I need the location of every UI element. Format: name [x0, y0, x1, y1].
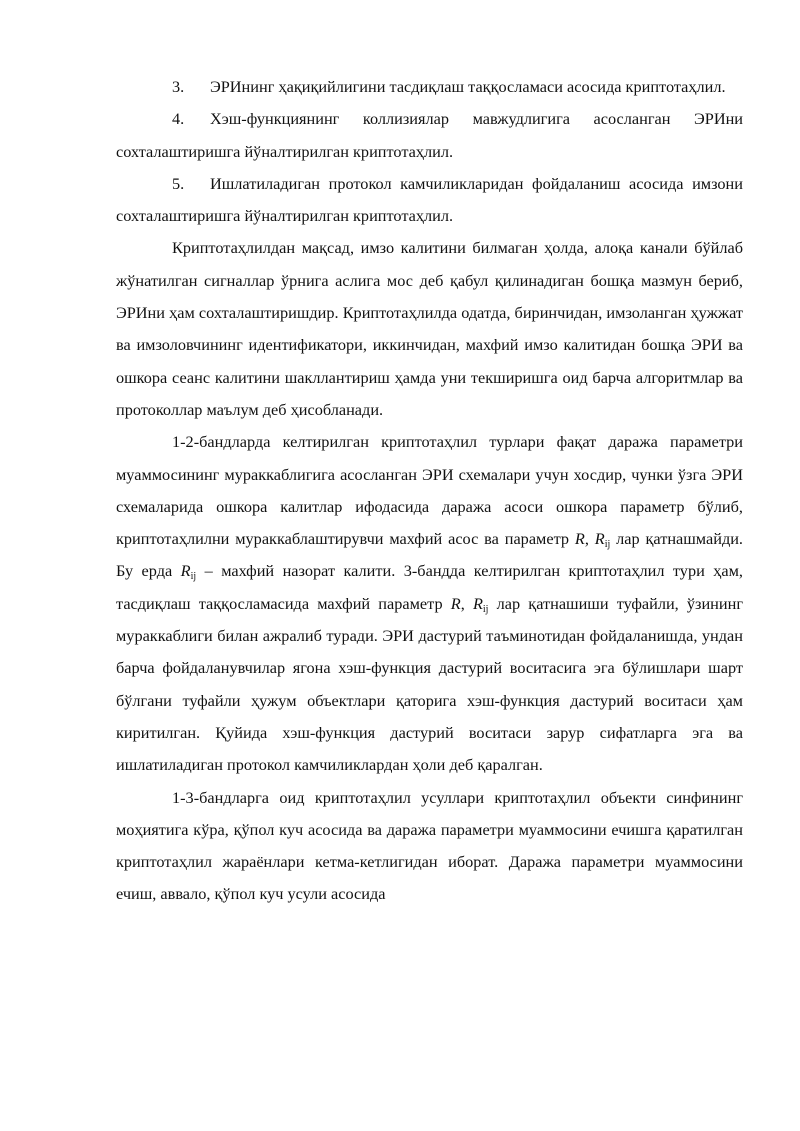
text-run: 1-2-бандларда келтирилган криптотаҳлил турлари фақат даража параметри муаммосининг мураккаблигига асосланган ЭРИ схемалари учун хосдир, чунки ўзга ЭРИ схемаларида ошкора калитлар ифодасида даража асоси ошкора параметр бўлиб, криптотаҳлилни мураккаблаштирувчи махфий асос ва параметр — [116, 432, 743, 549]
list-number: 3. — [172, 77, 185, 96]
subscript-ij: ij — [482, 603, 489, 615]
list-text: ЭРИнинг ҳақиқийлигини тасдиқлаш таққосламаси асосида криптотаҳлил. — [210, 77, 726, 96]
paragraph-cryptanalysis-goal: Криптотаҳлилдан мақсад, имзо калитини билмаган ҳолда, алоқа канали бўйлаб жўнатилган сигналлар ўрнига аслига мос деб қабул қилинадиган бошқа мазмун бериб, ЭРИни ҳам сохталаштиришдир. Криптотаҳлилда одатда, биринчидан, имзоланган ҳужжат ва имзоловчининг идентификатори, иккинчидан, махфий имзо калитидан бошқа ЭРИ ва ошкора сеанс калитини шакллантириш ҳамда уни текширишга оид барча алгоритмлар ва протоколлар маълум деб ҳисобланади. — [116, 238, 743, 419]
variable-r: R — [472, 593, 483, 613]
paragraph-attack-types — [116, 426, 743, 781]
list-number: 4. — [172, 109, 185, 129]
list-item-3 — [116, 71, 743, 103]
list-number: 5. — [172, 173, 185, 193]
variable-r: R — [450, 593, 461, 613]
list-text: Хэш-функциянинг коллизиялар мавжудлигига асосланган ЭРИни сохталаштиришга йўналтирилган криптотаҳлил. — [116, 109, 743, 161]
document-page — [116, 71, 743, 911]
text-run: , — [460, 593, 473, 613]
list-text: Ишлатиладиган протокол камчиликларидан фойдаланиш асосида имзони сохталаштиришга йўналтирилган криптотаҳлил. — [116, 173, 743, 226]
list-item-5 — [116, 168, 743, 233]
text-run: , — [584, 529, 595, 549]
subscript-ij: ij — [604, 539, 611, 551]
text-run: – махфий назорат калити. 3-бандда келтирилган криптотаҳлил тури ҳам, тасдиқлаш таққосламасида махфий параметр — [116, 561, 743, 613]
variable-r: R — [574, 529, 585, 549]
text-run: лар қатнашмайди. Бу ерда — [116, 529, 744, 581]
variable-r: R — [594, 529, 605, 549]
variable-r: R — [180, 561, 191, 581]
list-item-4 — [116, 103, 743, 168]
subscript-ij: ij — [190, 571, 197, 583]
text-run: лар қатнашиши туфайли, ўзининг мураккаблиги билан ажралиб туради. ЭРИ дастурий таъминотидан фойдаланишда, ундан барча фойдаланувчилар ягона хэш-функция дастурий воситасига эга бўлишлари шарт бўлгани туфайли ҳужум объектлари қаторига хэш-функция дастурий воситаси ҳам киритилган. Қуйида хэш-функция дастурий воситаси зарур сифатларга эга ва ишлатиладиган протокол камчиликлардан ҳоли деб қаралган. — [116, 593, 743, 775]
paragraph-methods: 1-3-бандларга оид криптотаҳлил усуллари криптотаҳлил объекти синфининг моҳиятига кўра, қўпол куч асосида ва даража параметри муаммосини ечишга қаратилган криптотаҳлил жараёнлари кетма-кетлигидан иборат. Даража параметри муаммосини ечиш, аввало, қўпол куч усули асосида — [116, 787, 743, 904]
